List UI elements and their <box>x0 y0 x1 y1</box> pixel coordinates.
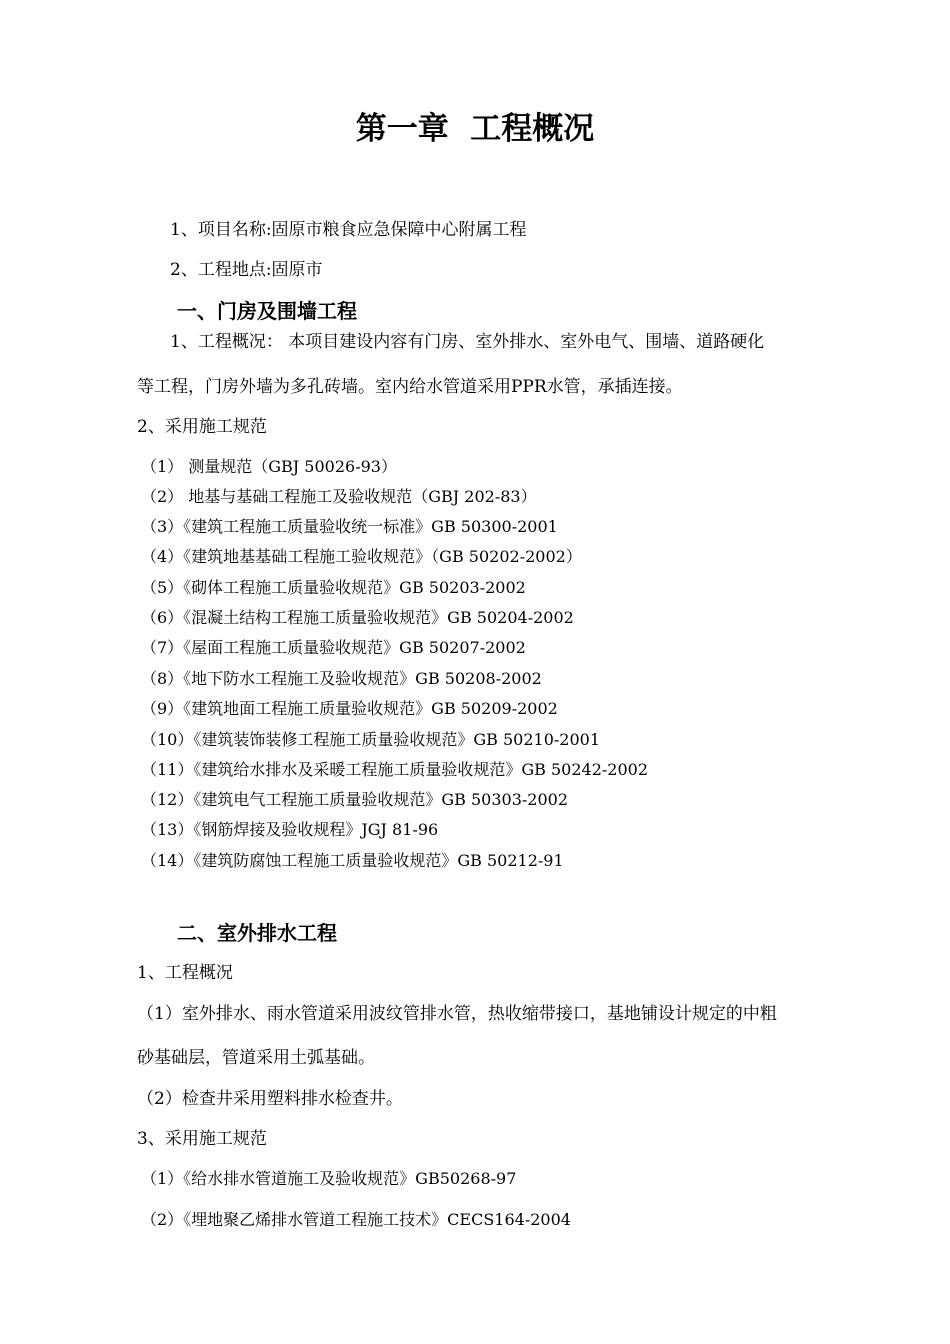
section1-spec-item: （1） 测量规范（GBJ 50026-93） <box>141 457 397 476</box>
section2-item1-line1: （1）室外排水、雨水管道采用波纹管排水管，热收缩带接口，基地铺设计规定的中粗 <box>137 1004 777 1024</box>
section1-spec-item: （11）《建筑给水排水及采暖工程施工质量验收规范》GB 50242-2002 <box>141 760 649 779</box>
section1-spec-item: （2） 地基与基础工程施工及验收规范（GBJ 202-83） <box>141 487 537 506</box>
section1-specs-heading: 2、采用施工规范 <box>137 417 267 437</box>
section1-spec-item: （10）《建筑装饰装修工程施工质量验收规范》GB 50210-2001 <box>141 730 601 749</box>
section2-spec-item: （1）《给水排水管道施工及验收规范》GB50268-97 <box>141 1169 517 1188</box>
chapter-title: 第一章 工程概况 <box>355 111 595 147</box>
section1-spec-item: （6）《混凝土结构工程施工质量验收规范》GB 50204-2002 <box>141 608 574 627</box>
section2-specs-heading: 3、采用施工规范 <box>137 1129 267 1149</box>
section1-spec-item: （14）《建筑防腐蚀工程施工质量验收规范》GB 50212-91 <box>141 851 564 870</box>
section1-spec-item: （4）《建筑地基基础工程施工验收规范》（GB 50202-2002） <box>141 547 582 566</box>
section1-spec-item: （3）《建筑工程施工质量验收统一标准》GB 50300-2001 <box>141 517 558 536</box>
section1-overview-line2: 等工程，门房外墙为多孔砖墙。室内给水管道采用PPR水管，承插连接。 <box>137 377 683 397</box>
section2-heading: 二、室外排水工程 <box>177 921 337 945</box>
section1-spec-item: （5）《砌体工程施工质量验收规范》GB 50203-2002 <box>141 578 526 597</box>
section2-item1-line2: 砂基础层，管道采用土弧基础。 <box>137 1048 375 1068</box>
section1-spec-item: （12）《建筑电气工程施工质量验收规范》GB 50303-2002 <box>141 790 569 809</box>
project-name: 1、项目名称:固原市粮食应急保障中心附属工程 <box>170 220 527 240</box>
project-location: 2、工程地点:固原市 <box>170 260 323 280</box>
section2-spec-item: （2）《埋地聚乙烯排水管道工程施工技术》CECS164-2004 <box>141 1210 571 1229</box>
section2-overview-heading: 1、工程概况 <box>137 963 233 983</box>
section1-heading: 一、门房及围墙工程 <box>177 299 357 323</box>
section1-spec-item: （9）《建筑地面工程施工质量验收规范》GB 50209-2002 <box>141 699 558 718</box>
section2-item2: （2）检查井采用塑料排水检查井。 <box>137 1089 403 1109</box>
section1-spec-item: （13）《钢筋焊接及验收规程》JGJ 81-96 <box>141 820 439 839</box>
section1-overview-line1: 1、工程概况： 本项目建设内容有门房、室外排水、室外电气、围墙、道路硬化 <box>170 332 765 352</box>
section1-spec-item: （7）《屋面工程施工质量验收规范》GB 50207-2002 <box>141 638 526 657</box>
section1-spec-item: （8）《地下防水工程施工及验收规范》GB 50208-2002 <box>141 669 542 688</box>
